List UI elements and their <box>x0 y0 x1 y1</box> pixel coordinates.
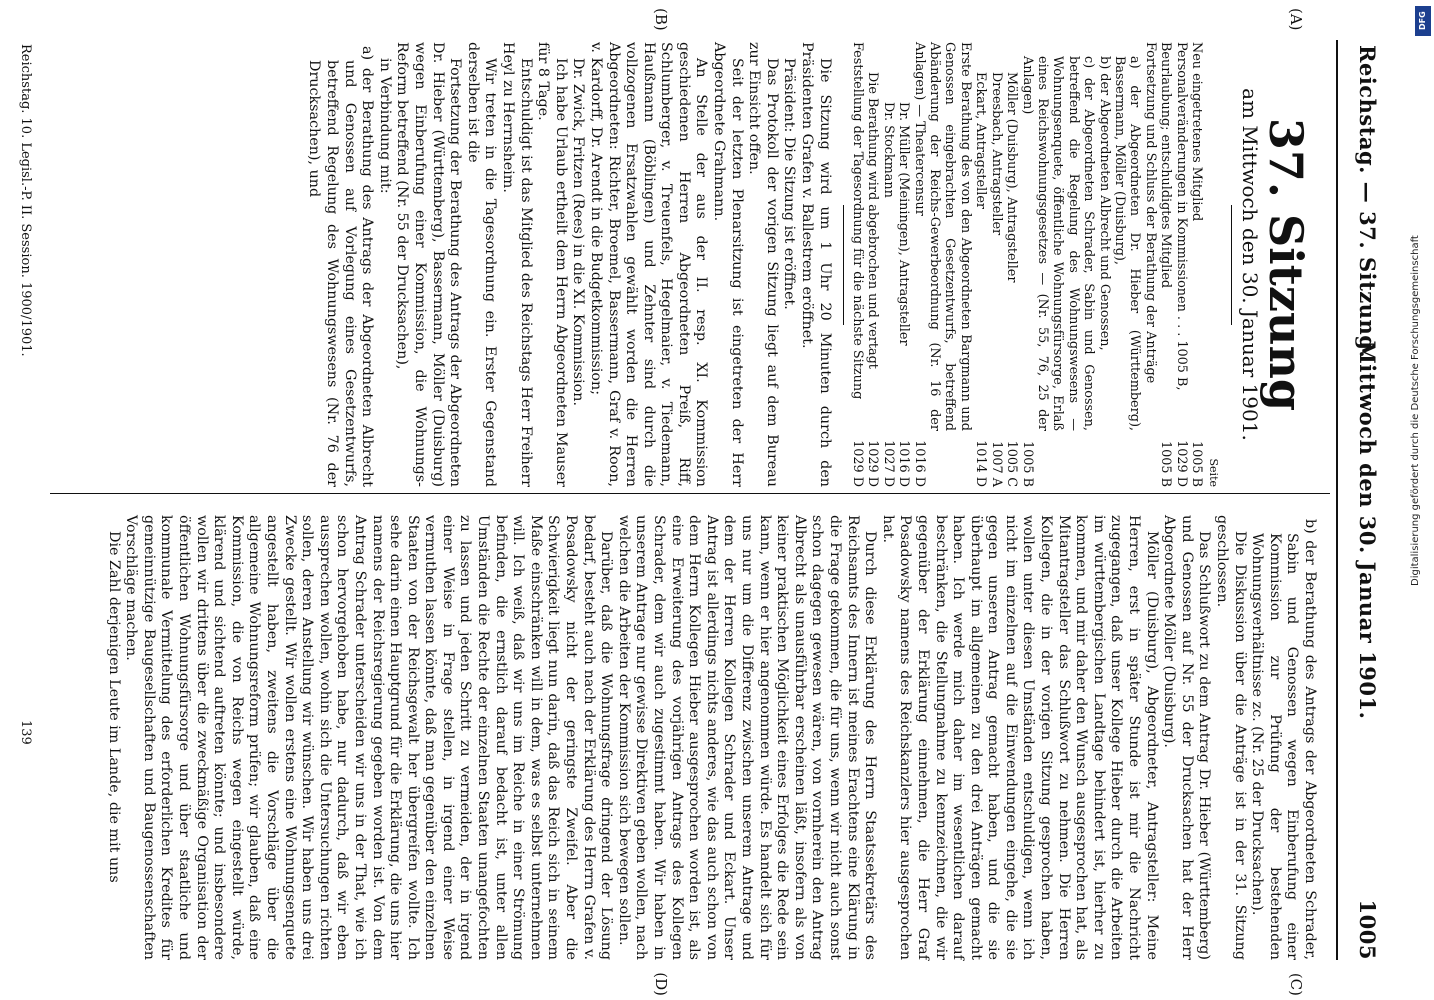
agenda-item-paragraph: b) der Berathung des Antrags der Abgeordneten Schrader, Sabin und Genossen wegen Einberufung einer Kommission zur Prüfung der bestehenden Wohnungsverhältnisse zc. (Nr. 25 der Drucksachen). <box>1249 519 1318 960</box>
toc-entry <box>911 42 973 487</box>
body-paragraph: Das Schlußwort zu dem Antrag Dr. Hieber (Württemberg) und Genossen auf Nr. 55 der Drucksachen hat der Herr Abgeordnete Möller (Duisburg). <box>1161 515 1213 960</box>
footer-session-info: Reichstag. 10. Legisl.-P. II. Session. 1900/1901. <box>18 44 33 357</box>
toc-entry-page: 1005 C <box>1004 440 1020 487</box>
table-of-contents <box>850 42 1222 487</box>
session-date: am Mittwoch den 30. Januar 1901. <box>1238 88 1262 441</box>
body-paragraph: Entschuldigt ist das Mitglied des Reichstags Herr Freiherr Heyl zu Herrnsheim. <box>499 42 534 487</box>
toc-entry <box>1096 42 1111 487</box>
toc-entry-text: Beurlaubung; entschuldigtes Mitglied <box>1158 42 1174 289</box>
watermark-text: Digitalisierung gefördert durch die Deutsche Forschungsgemeinschaft <box>1410 235 1421 586</box>
toc-entry-page: 1014 D <box>973 440 989 487</box>
footer-signature-number: 139 <box>18 720 33 745</box>
left-body-text <box>305 42 833 487</box>
toc-entry-page: 1016 D <box>911 440 927 487</box>
toc-entry <box>1189 42 1204 487</box>
toc-entry-text: Feststellung der Tagesordnung für die nächste Sitzung <box>850 42 866 400</box>
toc-entry <box>880 42 895 487</box>
toc-entry-text: Eckart, Antragsteller <box>973 72 989 210</box>
column-divider <box>50 493 1330 494</box>
body-paragraph: Wir treten in die Tagesordnung ein. Erster Gegenstand derselben ist die <box>464 42 499 487</box>
toc-entry <box>1019 42 1096 487</box>
body-paragraph: Präsident: Die Sitzung ist eröffnet. <box>781 58 798 310</box>
body-paragraph: Möller (Duisburg), Abgeordneter, Antragsteller: Meine Herren, erst in später Stunde ist mir die Nachricht zugegangen, daß unser Kollege Hieber durch die Arbeiten im württembergischen Landtage behindert ist, hierher zu kommen, und mir daher den Wunsch ausgesprochen hat, als Mitantragsteller das Schlußwort zu nehmen. Die Herren Kollegen, die in der vorigen Sitzung gesprochen haben, wollen unter diesen Umständen entschuldigen, wenn ich nicht im einzelnen auf die Einwendungen eingehe, die sie gegen unseren Antrag gemacht haben, und die sie überhaupt im allgemeinen zu den drei Anträgen gemacht haben. Ich werde mich daher im wesentlichen darauf beschränken, die Stellungnahme zu kennzeichnen, die wir gegenüber der Erklärung einnehmen, die Herr Graf Posadowsky namens des Reichskanzlers hier ausgesprochen hat. <box>879 515 1160 960</box>
body-paragraph: Durch diese Erklärung des Herrn Staatssekretärs des Reichsamts des Innern ist meines Erachtens eine Klärung in die Frage gekommen, die für uns, wenn wir nicht auch sonst schon dagegen gewesen wären, von vornherein den Antrag Albrecht als unausführbar erscheinen läßt, insofern als von keiner praktischen Möglichkeit eines Erfolges die Rede sein kann, wenn er hier angenommen würde. Es handelt sich für uns nur um die Differenz zwischen unserem Antrage und dem der Herren Kollegen Schrader und Eckart. Unser Antrag ist allerdings nichts anderes, wie das auch schon von dem Herrn Kollegen Hieber ausgesprochen worden ist, als eine Erweiterung des vorjährigen Antrags des Kollegen Schrader, dem wir auch zugestimmt haben. Wir haben in unserem Antrage nur gewisse Direktiven geben wollen, nach welchen die Arbeiten der Kommission sich bewegen sollen. <box>615 515 879 960</box>
toc-entry <box>896 42 911 487</box>
toc-header: Seite <box>1207 458 1221 487</box>
toc-entry <box>1112 42 1143 487</box>
title-rule <box>1231 205 1232 325</box>
running-header-date: Mittwoch den 30. Januar 1901. <box>1355 340 1380 720</box>
header-rule <box>1336 40 1338 960</box>
toc-entry <box>973 42 988 487</box>
toc-entry <box>988 42 1003 487</box>
toc-entry-text: Fortsetzung und Schluss der Berathung der Anträge <box>1142 42 1158 384</box>
toc-entry-page: 1027 D <box>880 440 896 487</box>
left-column <box>305 42 1318 487</box>
body-paragraph: Fortsetzung der Berathung des Antrags der Abgeordneten Dr. Hieber (Württemberg), Bassermann, Möller (Duisburg) wegen Einberufung einer Kommission, die Wohnungs-Reform betreffend (Nr. 55 der Drucksachen), <box>394 42 464 487</box>
body-paragraph: Darüber, daß die Wohnungsfrage dringend der Lösung bedarf, besteht auch nach der Erklärung des Herrn Grafen v. Posadowsky nicht der geringste Zweifel. Aber die Schwierigkeit liegt nun darin, daß das Reich sich in seinem Maße einschränken will in dem, was es selbst unternehmen will. Ich weiß, daß wir uns im Reiche in einer Strömung befinden, die ernstlich darauf bedacht ist, unter allen Umständen die Rechte der einzelnen Staaten unangefochten zu lassen und jeden Schritt zu vermeiden, der in irgend einer Weise in Frage stellen, in irgend einer Weise vermuthen lassen könnte, daß man gegenüber den einzelnen Staaten von der Reichsgewalt her übergreifen wollte. Ich sehe darin einen Hauptgrund für die Erklärung, die uns hier namens der Reichsregierung gegeben worden ist. Von dem Antrag Schrader unterscheiden wir uns in der That, wie ich schon hervorgehoben habe, nur dadurch, daß wir eben aussprechen wollen, wohin sich die Untersuchungen richten sollen, deren Anstellung wir wünschen. Wir haben uns drei Zwecke gestellt. Wir wollen erstens eine Wohnungsenquete angestellt haben, zweitens die Vorschläge über die allgemeine Wohnungsreform prüfen; wir glauben, daß eine Kommission, die von Reichs wegen eingestellt würde, klärend und sichtend auftreten könnte; und insbesondere wollen wir drittens über die zweckmäßige Organisation der öffentlichen Wohnungsfürsorge und über staatliche und kommunale Vermittelung des erforderlichen Kredites für gemeinnützige Baugesellschaften und Baugenossenschaften Vorschläge machen. <box>123 515 615 960</box>
body-paragraph: Ich habe Urlaub ertheilt dem Herrn Abgeordneten Mauser für 8 Tage. <box>535 42 569 487</box>
digitization-watermark <box>1408 14 1432 586</box>
margin-marker-b: (B) <box>652 8 670 31</box>
margin-marker-d: (D) <box>652 972 670 996</box>
toc-entry-page: 1029 D <box>850 440 866 487</box>
toc-entry <box>850 42 865 487</box>
body-paragraph: in Verbindung mit: <box>376 58 393 194</box>
page-number: 1005 <box>1355 899 1380 960</box>
toc-list <box>850 42 1204 487</box>
toc-entry-page: 1005 B <box>1158 440 1174 487</box>
toc-entry-page: 1029 D <box>1173 440 1189 487</box>
toc-entry <box>1158 42 1173 487</box>
margin-marker-c: (C) <box>1287 972 1305 996</box>
body-paragraph: Die Zahl derjenigen Leute im Lande, die mit uns <box>105 531 122 883</box>
toc-entry <box>1173 42 1188 487</box>
body-paragraph: Die Diskussion über die Anträge ist in der 31. Sitzung geschlossen. <box>1214 515 1248 960</box>
agenda-item-paragraph: a) der Berathung des Antrags der Abgeordneten Albrecht und Genossen auf Vorlegung eines Gesetzentwurfs, betreffend Regelung des Wohnungswesens (Nr. 76 der Drucksachen), und <box>306 46 376 487</box>
toc-entry-page: 1005 B <box>1019 440 1035 487</box>
toc-entry-text: a) der Abgeordneten Dr. Hieber (Württemberg), Bassermann, Möller (Duisburg), <box>1111 56 1143 431</box>
toc-entry-page: 1016 D <box>896 440 912 487</box>
toc-entry-text: Dr. Stockmann <box>880 102 896 198</box>
body-paragraph: Das Protokoll der vorigen Sitzung liegt auf dem Bureau zur Einsicht offen. <box>746 42 780 487</box>
toc-entry-page: 1029 D <box>865 440 881 487</box>
toc-entry-page: 1005 B <box>1189 440 1204 487</box>
toc-entry-text: c) der Abgeordneten Schrader, Sabin und Genossen, betreffend die Regelung des Wohnungswesens — Wohnungsenquete, öffentliche Wohnungsfürsorge, Erlaß eines Reichswohnungsgesetzes — (Nr. 55, 76, 25 der Anlagen) <box>1019 56 1097 431</box>
toc-entry-text: Möller (Duisburg), Antragsteller <box>1004 72 1020 283</box>
toc-entry <box>865 42 880 487</box>
toc-entry-text: Personalveränderungen in Kommissionen . . . 1005 B, <box>1173 42 1189 391</box>
dfg-logo-icon: DFG <box>1415 6 1431 36</box>
body-paragraph: An Stelle der aus der II. resp. XI. Kommission geschiedenen Herren Abgeordneten Preiß, Riff, Schlumberger, v. Treuenfels, Hegelmaier, v. Tiedemann, Haußmann (Böblingen) und Zehnter sind durch die vollzogenen Ersatzwahlen gewählt worden die Herren Abgeordneten: Richter, Broemel, Bassermann, Graf v. Roon, v. Kardorff, Dr. Arendt in die Budgetkommission; <box>587 42 710 487</box>
right-body-text <box>104 515 1318 960</box>
toc-entry <box>1004 42 1019 487</box>
toc-entry-page: 1007 A <box>988 441 1004 487</box>
session-title: 37. Sitzung <box>1259 117 1313 412</box>
toc-entry-text: Dreesbach, Antragsteller <box>988 72 1004 236</box>
toc-entry-text: Dr. Müller (Meiningen), Antragsteller <box>896 102 912 346</box>
body-paragraph: Die Sitzung wird um 1 Uhr 20 Minuten durch den Präsidenten Grafen v. Ballestrem eröffnet. <box>799 42 833 487</box>
toc-entry-text: b) der Abgeordneten Albrecht und Genossen, <box>1096 56 1112 351</box>
toc-entry <box>1142 42 1157 487</box>
running-header-left: Reichstag. — 37. Sitzung. <box>1355 45 1380 359</box>
toc-end-rule <box>843 205 844 325</box>
toc-entry-text: Die Berathung wird abgebrochen und vertagt <box>865 72 881 369</box>
body-paragraph: Seit der letzten Plenarsitzung ist eingetreten der Herr Abgeordnete Grahmann. <box>711 42 745 487</box>
toc-entry-text: Erste Berathung des von den Abgeordneten Bargmann und Genossen eingebrachten Gesetzentwurfs, betreffend Abänderung der Reichs-Gewerbeordnung (Nr. 16 der Anlagen) — Theatercensur <box>911 42 973 431</box>
margin-marker-a: (A) <box>1287 8 1305 31</box>
body-paragraph: Dr. Zwick, Fritzen (Rees) in die XI. Kommission. <box>570 58 587 407</box>
toc-entry-text: Neu eingetretenes Mitglied <box>1189 42 1204 222</box>
right-column <box>104 515 1318 960</box>
